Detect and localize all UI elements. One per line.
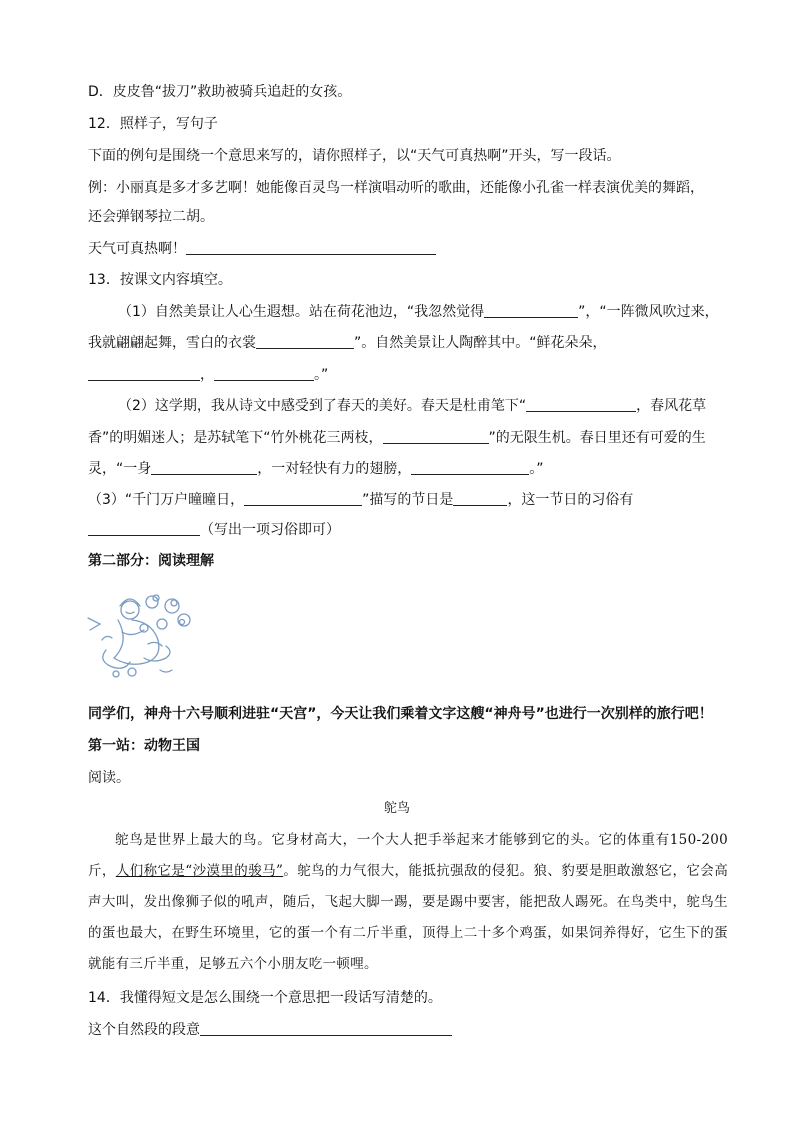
passage-title: 鸵鸟 — [383, 801, 410, 816]
q13-p3-line2 — [88, 520, 340, 540]
q13-blank-8[interactable] — [411, 459, 529, 475]
passage-underlined-text: 人们称它是“沙漠里的骏马” — [115, 863, 284, 879]
q11-option-d: D．皮皮鲁“拔刀”救助被骑兵追赶的女孩。 — [88, 84, 352, 100]
q13-p1-text-c: 我就翩翩起舞，雪白的衣裳 — [88, 335, 256, 351]
q13-p1-line1 — [118, 302, 719, 322]
q13-p1-line2 — [88, 333, 607, 353]
q14-heading: 14．我懂得短文是怎么围绕一个意思把一段话写清楚的。 — [88, 990, 442, 1006]
q13-p2-line3 — [88, 459, 544, 479]
q13-p2-text-f: ，一对轻快有力的翅膀， — [257, 461, 412, 477]
child-with-flowers-illustration — [86, 588, 206, 684]
q13-p1-text-e: ， — [200, 367, 214, 383]
passage-body — [88, 825, 728, 980]
q13-p3-text-a: （3）“千门万户曈曈日， — [88, 492, 245, 508]
q13-p1-text-f: 。” — [314, 367, 329, 383]
q12-answer-prefix: 天气可真热啊！ — [88, 241, 186, 257]
q12-example-line1: 例：小丽真是多才多艺啊！她能像百灵鸟一样演唱动听的歌曲，还能像小孔雀一样表演优美的舞蹈， — [88, 180, 704, 196]
q13-p1-text-b: ”，“一阵微风吹过来， — [578, 304, 719, 320]
part2-heading: 第二部分：阅读理解 — [88, 553, 214, 569]
q12-answer-line — [88, 239, 436, 259]
q13-p2-text-g: 。” — [529, 461, 544, 477]
q13-p1-text-d: ”。自然美景让人陶醉其中。“鲜花朵朵， — [354, 335, 607, 351]
q13-blank-1[interactable] — [484, 302, 578, 318]
q13-blank-5[interactable] — [526, 396, 636, 412]
q12-example-line2: 还会弹钢琴拉二胡。 — [88, 209, 214, 225]
q13-p1-text-a: （1）自然美景让人心生遐想。站在荷花池边，“我忽然觉得 — [118, 304, 485, 320]
station-title: 第一站：动物王国 — [88, 738, 200, 754]
q13-blank-2[interactable] — [256, 333, 354, 349]
q13-heading: 13．按课文内容填空。 — [88, 272, 232, 288]
q13-p2-text-b: ，春风花草 — [636, 398, 707, 414]
q13-p2-line1 — [118, 396, 706, 416]
q12-instruction: 下面的例句是围绕一个意思来写的，请你照样子，以“天气可真热啊”开头，写一段话。 — [88, 148, 621, 164]
q13-blank-9[interactable] — [244, 490, 362, 506]
passage-paragraph — [88, 825, 728, 980]
q13-p3-text-c: ，这一节日的习俗有 — [507, 492, 634, 508]
q13-p3-text-d: （写出一项习俗即可） — [200, 522, 340, 538]
q13-p3-line1 — [88, 490, 633, 510]
q13-blank-7[interactable] — [151, 459, 257, 475]
q13-blank-10[interactable] — [453, 490, 507, 506]
q12-heading: 12．照样子，写句子 — [88, 116, 218, 132]
q13-p2-text-d: ”的无限生机。春日里还有可爱的生 — [488, 430, 706, 446]
passage-text-3: 。鸵鸟的力气很大，能抵抗强敌的侵犯。狼、豹要是胆敢激怒它，它会高声大叫，发出像狮子似的吼声，随后，飞起大脚一踢，要是踢中要害，能把敌人踢死。在鸟类中，鸵鸟生的蛋也最大，在野生环境里，它的蛋一个有二斤半重，顶得上二十多个鸡蛋，如果饲养得好，它生下的蛋就能有三斤半重，足够五六个小朋友吃一顿哩。 — [88, 863, 729, 972]
q14-prompt: 这个自然段的段意 — [88, 1022, 200, 1038]
read-label: 阅读。 — [88, 770, 130, 786]
passage-text-1: 鸵鸟是世界上最大的鸟。它身材高大，一个大人把手举起来才能够到它的头。它的体重有150-200斤， — [88, 832, 728, 879]
q13-p2-text-c: 香”的明媚迷人；是苏轼笔下“竹外桃花三两枝， — [88, 430, 383, 446]
q13-blank-11[interactable] — [88, 520, 200, 536]
q14-answer-line — [88, 1020, 452, 1040]
q13-blank-6[interactable] — [383, 428, 489, 444]
q13-blank-4[interactable] — [214, 365, 314, 381]
q13-blank-3[interactable] — [88, 365, 200, 381]
q13-p3-text-b: ”描写的节日是 — [362, 492, 454, 508]
q13-p2-text-e: 灵，“一身 — [88, 461, 152, 477]
q13-p2-line2 — [88, 428, 706, 448]
q13-p1-line3 — [88, 365, 328, 385]
q12-answer-blank[interactable] — [186, 239, 436, 255]
part2-intro: 同学们，神舟十六号顺利进驻“天宫”，今天让我们乘着文字这艘“神舟号”也进行一次别样的旅行吧！ — [88, 706, 713, 722]
q14-answer-blank[interactable] — [200, 1020, 452, 1036]
q13-p2-text-a: （2）这学期，我从诗文中感受到了春天的美好。春天是杜甫笔下“ — [118, 398, 527, 414]
